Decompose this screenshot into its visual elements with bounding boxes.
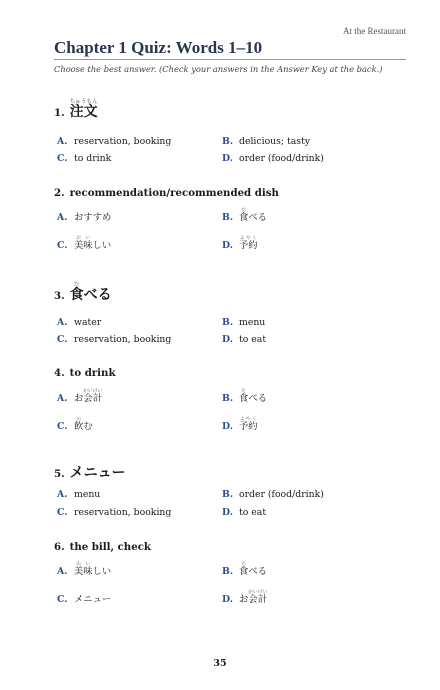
running-head: At the Restaurant bbox=[343, 26, 406, 36]
question-number: 5. bbox=[54, 468, 65, 480]
option-a[interactable]: A. reservation, booking bbox=[57, 136, 172, 147]
question-number: 3. bbox=[54, 290, 65, 302]
question-number: 6. bbox=[54, 541, 65, 553]
option-a[interactable]: A. water bbox=[57, 317, 102, 328]
instructions: Choose the best answer. (Check your answers in the Answer Key at the back.) bbox=[54, 64, 383, 74]
option-d[interactable]: D. order (food/drink) bbox=[222, 153, 324, 164]
option-d[interactable]: D. 予約よやく bbox=[222, 236, 258, 251]
option-c[interactable]: C. reservation, booking bbox=[57, 507, 172, 518]
question-prompt-japanese: 食たべる bbox=[69, 282, 112, 303]
question-6-heading bbox=[54, 541, 151, 553]
question-1-heading bbox=[54, 99, 98, 121]
option-d[interactable]: D. 予約よやく bbox=[222, 417, 258, 432]
option-d[interactable]: D. お会計かいけい bbox=[222, 590, 268, 605]
page-number: 35 bbox=[213, 658, 227, 669]
option-a[interactable]: A. おすすめ bbox=[57, 212, 112, 223]
option-a[interactable]: A. 美味おいしい bbox=[57, 562, 112, 577]
question-prompt: recommendation/recommended dish bbox=[69, 187, 279, 199]
question-prompt-japanese: メニュー bbox=[69, 465, 126, 481]
option-b[interactable]: B. 食たべる bbox=[222, 389, 267, 404]
question-prompt: to drink bbox=[69, 367, 116, 379]
question-2-heading bbox=[54, 187, 279, 199]
option-d[interactable]: D. to eat bbox=[222, 507, 267, 518]
option-c[interactable]: C. メニュー bbox=[57, 594, 112, 605]
option-c[interactable]: C. to drink bbox=[57, 153, 112, 164]
option-b[interactable]: B. 食たべる bbox=[222, 208, 267, 223]
option-b[interactable]: B. delicious; tasty bbox=[222, 136, 311, 147]
option-c[interactable]: C. reservation, booking bbox=[57, 334, 172, 345]
title-rule bbox=[54, 59, 406, 60]
option-c[interactable]: C. 飲のむ bbox=[57, 417, 93, 432]
question-prompt-japanese: 注文ちゅうもん bbox=[69, 99, 98, 120]
option-b[interactable]: B. 食たべる bbox=[222, 562, 267, 577]
question-5-heading bbox=[54, 462, 126, 482]
question-4-heading bbox=[54, 367, 116, 379]
option-c[interactable]: C. 美味おいしい bbox=[57, 236, 112, 251]
option-a[interactable]: A. menu bbox=[57, 489, 101, 500]
question-number: 2. bbox=[54, 187, 65, 199]
option-b[interactable]: B. menu bbox=[222, 317, 266, 328]
question-3-heading bbox=[54, 282, 112, 304]
option-a[interactable]: A. お会計かいけい bbox=[57, 389, 103, 404]
question-number: 4. bbox=[54, 367, 65, 379]
option-d[interactable]: D. to eat bbox=[222, 334, 267, 345]
option-b[interactable]: B. order (food/drink) bbox=[222, 489, 324, 500]
chapter-title: Chapter 1 Quiz: Words 1–10 bbox=[54, 38, 263, 57]
question-prompt: the bill, check bbox=[69, 541, 151, 553]
question-number: 1. bbox=[54, 107, 65, 119]
